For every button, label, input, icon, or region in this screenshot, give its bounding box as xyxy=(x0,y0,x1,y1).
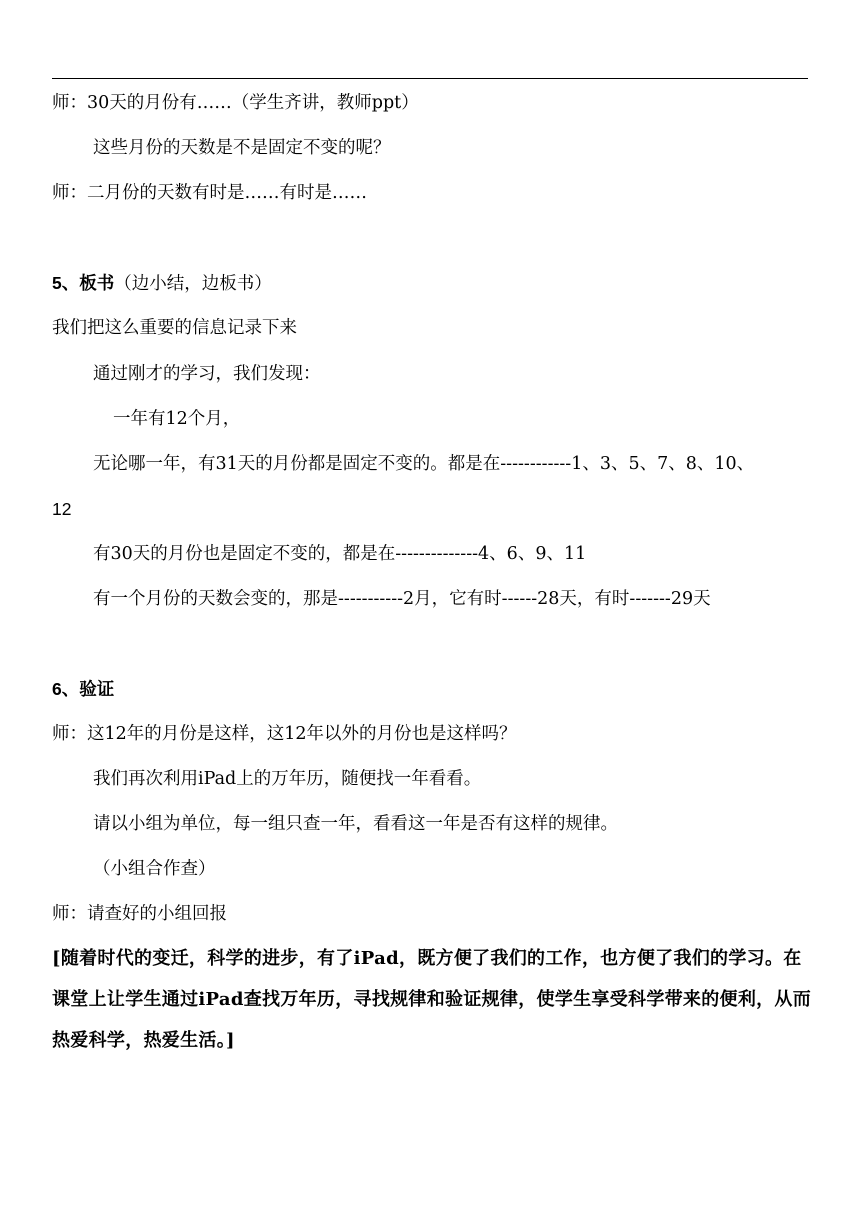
text-line: 12 xyxy=(52,499,72,519)
section-heading: 6、验证 xyxy=(52,679,115,699)
text-line: 有30天的月份也是固定不变的，都是在--------------4、6、9、11 xyxy=(93,544,587,564)
section-subtitle: （边小结，边板书） xyxy=(114,274,272,294)
text-line: 我们再次利用iPad上的万年历，随便找一年看看。 xyxy=(93,769,482,789)
text-line: 师：请查好的小组回报 xyxy=(52,904,227,924)
text-line: 师：30天的月份有……（学生齐讲，教师ppt） xyxy=(52,93,419,113)
text-line: 我们把这么重要的信息记录下来 xyxy=(52,318,297,338)
header-rule xyxy=(52,78,808,79)
text-line: 一年有12个月， xyxy=(113,409,241,429)
text-line: 师：这12年的月份是这样，这12年以外的月份也是这样吗？ xyxy=(52,724,517,744)
text-line: 师：二月份的天数有时是……有时是…… xyxy=(52,183,367,203)
text-line: 请以小组为单位，每一组只查一年，看看这一年是否有这样的规律。 xyxy=(93,814,618,834)
section-heading xyxy=(52,271,272,296)
text-line: 通过刚才的学习，我们发现： xyxy=(93,364,321,384)
text-line: 这些月份的天数是不是固定不变的呢？ xyxy=(93,138,391,158)
text-line: 无论哪一年，有31天的月份都是固定不变的。都是在------------1、3、5、7、8、10、 xyxy=(93,454,755,474)
text-line: （小组合作查） xyxy=(93,859,216,879)
section-title: 5、板书 xyxy=(52,273,115,293)
text-line: 有一个月份的天数会变的，那是-----------2月，它有时------28天，有时-------29天 xyxy=(93,589,711,609)
teaching-note: [随着时代的变迁，科学的进步，有了iPad，既方便了我们的工作，也方便了我们的学习。在课堂上让学生通过iPad查找万年历，寻找规律和验证规律，使学生享受科学带来的便利，从而热爱科学，热爱生活。] xyxy=(52,948,812,1051)
